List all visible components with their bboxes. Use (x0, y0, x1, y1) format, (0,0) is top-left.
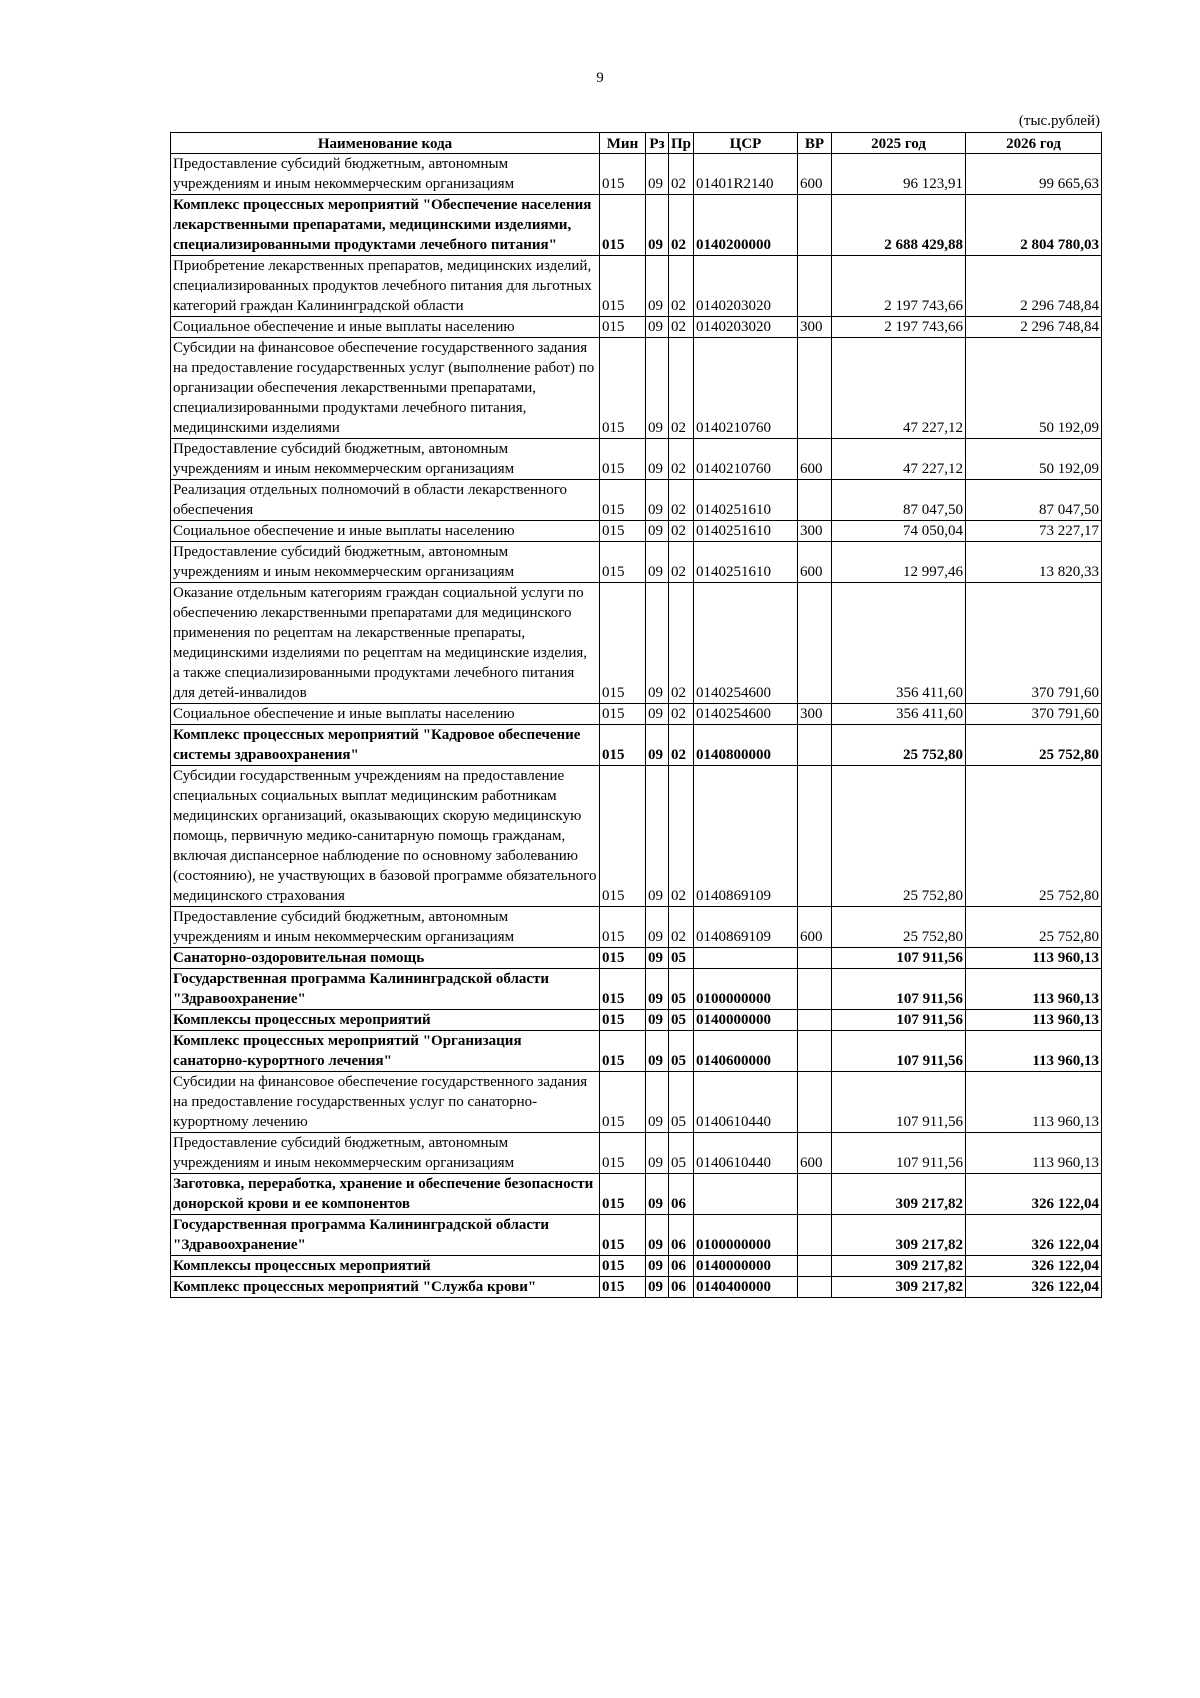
cell-vr (798, 338, 832, 439)
table-row (171, 154, 1102, 195)
cell-pr: 05 (669, 1031, 694, 1072)
cell-csr: 0140251610 (694, 480, 798, 521)
cell-rz: 09 (646, 1174, 669, 1215)
cell-name: Социальное обеспечение и иные выплаты населению (171, 704, 600, 725)
cell-csr (694, 1174, 798, 1215)
cell-name: Комплексы процессных мероприятий (171, 1256, 600, 1277)
cell-min: 015 (600, 704, 646, 725)
cell-rz: 09 (646, 256, 669, 317)
cell-2025: 309 217,82 (832, 1277, 966, 1298)
cell-min: 015 (600, 317, 646, 338)
cell-min: 015 (600, 521, 646, 542)
table-header-row (171, 133, 1102, 154)
cell-pr: 02 (669, 256, 694, 317)
cell-csr: 0140254600 (694, 704, 798, 725)
cell-pr: 02 (669, 583, 694, 704)
cell-2025: 107 911,56 (832, 1031, 966, 1072)
cell-2025: 2 688 429,88 (832, 195, 966, 256)
cell-vr (798, 256, 832, 317)
cell-rz: 09 (646, 583, 669, 704)
cell-rz: 09 (646, 704, 669, 725)
table-row (171, 195, 1102, 256)
cell-pr: 02 (669, 338, 694, 439)
cell-2025: 2 197 743,66 (832, 317, 966, 338)
table-body (171, 154, 1102, 1298)
cell-name: Социальное обеспечение и иные выплаты населению (171, 317, 600, 338)
cell-csr: 0140600000 (694, 1031, 798, 1072)
cell-2026: 113 960,13 (966, 1031, 1102, 1072)
cell-name: Предоставление субсидий бюджетным, автономным учреждениям и иным некоммерческим организациям (171, 439, 600, 480)
cell-2025: 74 050,04 (832, 521, 966, 542)
cell-vr: 600 (798, 1133, 832, 1174)
cell-name: Заготовка, переработка, хранение и обеспечение безопасности донорской крови и ее компонентов (171, 1174, 600, 1215)
cell-min: 015 (600, 1174, 646, 1215)
table-row (171, 256, 1102, 317)
cell-pr: 05 (669, 1072, 694, 1133)
cell-name: Комплекс процессных мероприятий "Организация санаторно-курортного лечения" (171, 1031, 600, 1072)
cell-pr: 02 (669, 195, 694, 256)
cell-2026: 73 227,17 (966, 521, 1102, 542)
cell-csr: 0140210760 (694, 338, 798, 439)
cell-pr: 06 (669, 1174, 694, 1215)
cell-pr: 02 (669, 542, 694, 583)
cell-2026: 50 192,09 (966, 439, 1102, 480)
cell-name: Комплексы процессных мероприятий (171, 1010, 600, 1031)
cell-2026: 25 752,80 (966, 766, 1102, 907)
table-row (171, 725, 1102, 766)
cell-vr: 600 (798, 439, 832, 480)
cell-min: 015 (600, 480, 646, 521)
cell-name: Субсидии государственным учреждениям на предоставление специальных социальных выплат медицинским работникам медицинских организаций, оказывающих скорую медицинскую помощь, первичную медико-санитарную помощь гражданам, включая диспансерное наблюдение по основному заболеванию (состоянию), не участвующих в базовой программе обязательного медицинского страхования (171, 766, 600, 907)
cell-2026: 2 804 780,03 (966, 195, 1102, 256)
table-row (171, 907, 1102, 948)
cell-2026: 326 122,04 (966, 1256, 1102, 1277)
header-2026: 2026 год (966, 133, 1102, 154)
cell-name: Реализация отдельных полномочий в области лекарственного обеспечения (171, 480, 600, 521)
cell-2025: 356 411,60 (832, 583, 966, 704)
cell-pr: 02 (669, 439, 694, 480)
cell-pr: 02 (669, 521, 694, 542)
cell-pr: 02 (669, 480, 694, 521)
cell-csr: 0100000000 (694, 1215, 798, 1256)
cell-rz: 09 (646, 1010, 669, 1031)
cell-min: 015 (600, 439, 646, 480)
cell-pr: 02 (669, 154, 694, 195)
cell-vr: 300 (798, 317, 832, 338)
cell-2025: 107 911,56 (832, 1010, 966, 1031)
cell-2026: 113 960,13 (966, 948, 1102, 969)
cell-vr (798, 1010, 832, 1031)
cell-rz: 09 (646, 439, 669, 480)
cell-min: 015 (600, 195, 646, 256)
cell-name: Государственная программа Калининградской области "Здравоохранение" (171, 969, 600, 1010)
cell-rz: 09 (646, 1256, 669, 1277)
cell-vr (798, 1072, 832, 1133)
cell-rz: 09 (646, 1031, 669, 1072)
cell-2026: 2 296 748,84 (966, 256, 1102, 317)
cell-2025: 25 752,80 (832, 725, 966, 766)
cell-csr: 0140200000 (694, 195, 798, 256)
table-row (171, 480, 1102, 521)
cell-name: Субсидии на финансовое обеспечение государственного задания на предоставление государственных услуг (выполнение работ) по организации обеспечения лекарственными препаратами, специализированными продуктами лечебного питания, медицинскими изделиями (171, 338, 600, 439)
table-row (171, 704, 1102, 725)
cell-2026: 370 791,60 (966, 704, 1102, 725)
cell-2025: 309 217,82 (832, 1256, 966, 1277)
cell-vr (798, 725, 832, 766)
units-label: (тыс.рублей) (1018, 113, 1100, 129)
cell-pr: 05 (669, 1133, 694, 1174)
cell-vr: 300 (798, 704, 832, 725)
table-row (171, 521, 1102, 542)
cell-rz: 09 (646, 948, 669, 969)
cell-csr: 0140610440 (694, 1133, 798, 1174)
cell-2026: 25 752,80 (966, 907, 1102, 948)
cell-csr: 0140869109 (694, 766, 798, 907)
cell-csr: 0140400000 (694, 1277, 798, 1298)
table-row (171, 542, 1102, 583)
cell-rz: 09 (646, 969, 669, 1010)
cell-name: Предоставление субсидий бюджетным, автономным учреждениям и иным некоммерческим организациям (171, 907, 600, 948)
cell-csr: 0140251610 (694, 542, 798, 583)
cell-csr: 0140210760 (694, 439, 798, 480)
cell-csr: 0140203020 (694, 317, 798, 338)
cell-rz: 09 (646, 542, 669, 583)
table-row (171, 439, 1102, 480)
cell-2026: 50 192,09 (966, 338, 1102, 439)
cell-name: Комплекс процессных мероприятий "Обеспечение населения лекарственными препаратами, медицинскими изделиями, специализированными продуктами лечебного питания" (171, 195, 600, 256)
cell-pr: 05 (669, 948, 694, 969)
cell-min: 015 (600, 1277, 646, 1298)
cell-min: 015 (600, 1133, 646, 1174)
header-csr: ЦСР (694, 133, 798, 154)
cell-vr (798, 1215, 832, 1256)
cell-csr: 0140000000 (694, 1256, 798, 1277)
cell-vr (798, 195, 832, 256)
cell-2026: 326 122,04 (966, 1174, 1102, 1215)
cell-2026: 113 960,13 (966, 1072, 1102, 1133)
cell-csr: 0100000000 (694, 969, 798, 1010)
cell-min: 015 (600, 1031, 646, 1072)
cell-2025: 25 752,80 (832, 766, 966, 907)
cell-pr: 02 (669, 317, 694, 338)
cell-csr: 0140251610 (694, 521, 798, 542)
table-row (171, 583, 1102, 704)
table-row (171, 1277, 1102, 1298)
cell-vr: 600 (798, 907, 832, 948)
cell-vr: 600 (798, 154, 832, 195)
table-row (171, 1174, 1102, 1215)
cell-vr: 600 (798, 542, 832, 583)
cell-vr (798, 480, 832, 521)
table-row (171, 1215, 1102, 1256)
cell-2025: 107 911,56 (832, 1133, 966, 1174)
cell-csr: 01401R2140 (694, 154, 798, 195)
cell-min: 015 (600, 969, 646, 1010)
cell-name: Социальное обеспечение и иные выплаты населению (171, 521, 600, 542)
cell-rz: 09 (646, 1277, 669, 1298)
cell-min: 015 (600, 948, 646, 969)
cell-2025: 96 123,91 (832, 154, 966, 195)
cell-rz: 09 (646, 1072, 669, 1133)
cell-pr: 06 (669, 1215, 694, 1256)
cell-pr: 02 (669, 766, 694, 907)
cell-2025: 25 752,80 (832, 907, 966, 948)
page-number: 9 (596, 70, 604, 86)
cell-2025: 309 217,82 (832, 1215, 966, 1256)
cell-min: 015 (600, 1215, 646, 1256)
cell-rz: 09 (646, 766, 669, 907)
table-row (171, 317, 1102, 338)
cell-rz: 09 (646, 154, 669, 195)
cell-name: Санаторно-оздоровительная помощь (171, 948, 600, 969)
cell-2025: 107 911,56 (832, 948, 966, 969)
cell-vr (798, 1174, 832, 1215)
cell-min: 015 (600, 907, 646, 948)
cell-min: 015 (600, 1010, 646, 1031)
header-vr: ВР (798, 133, 832, 154)
cell-csr: 0140254600 (694, 583, 798, 704)
cell-2025: 356 411,60 (832, 704, 966, 725)
table-row (171, 338, 1102, 439)
cell-2026: 13 820,33 (966, 542, 1102, 583)
cell-csr: 0140800000 (694, 725, 798, 766)
cell-pr: 02 (669, 704, 694, 725)
cell-name: Государственная программа Калининградской области "Здравоохранение" (171, 1215, 600, 1256)
cell-min: 015 (600, 766, 646, 907)
cell-pr: 06 (669, 1256, 694, 1277)
cell-vr (798, 969, 832, 1010)
cell-min: 015 (600, 1072, 646, 1133)
cell-rz: 09 (646, 317, 669, 338)
cell-name: Субсидии на финансовое обеспечение государственного задания на предоставление государственных услуг по санаторно-курортному лечению (171, 1072, 600, 1133)
cell-2026: 326 122,04 (966, 1277, 1102, 1298)
cell-2026: 326 122,04 (966, 1215, 1102, 1256)
cell-pr: 02 (669, 907, 694, 948)
header-2025: 2025 год (832, 133, 966, 154)
cell-csr: 0140610440 (694, 1072, 798, 1133)
cell-2025: 107 911,56 (832, 969, 966, 1010)
table-row (171, 1072, 1102, 1133)
header-rz: Рз (646, 133, 669, 154)
cell-vr (798, 1031, 832, 1072)
cell-rz: 09 (646, 1215, 669, 1256)
cell-2026: 113 960,13 (966, 1133, 1102, 1174)
cell-min: 015 (600, 256, 646, 317)
cell-min: 015 (600, 725, 646, 766)
cell-2025: 2 197 743,66 (832, 256, 966, 317)
cell-2026: 99 665,63 (966, 154, 1102, 195)
cell-2026: 2 296 748,84 (966, 317, 1102, 338)
cell-vr (798, 1277, 832, 1298)
cell-csr (694, 948, 798, 969)
cell-name: Приобретение лекарственных препаратов, медицинских изделий, специализированных продуктов лечебного питания для льготных категорий граждан Калининградской области (171, 256, 600, 317)
table-row (171, 1031, 1102, 1072)
cell-vr (798, 583, 832, 704)
table-row (171, 766, 1102, 907)
cell-pr: 05 (669, 1010, 694, 1031)
cell-csr: 0140869109 (694, 907, 798, 948)
table-row (171, 1133, 1102, 1174)
cell-2025: 87 047,50 (832, 480, 966, 521)
cell-2025: 12 997,46 (832, 542, 966, 583)
cell-rz: 09 (646, 480, 669, 521)
cell-csr: 0140203020 (694, 256, 798, 317)
cell-rz: 09 (646, 725, 669, 766)
cell-csr: 0140000000 (694, 1010, 798, 1031)
cell-pr: 02 (669, 725, 694, 766)
cell-name: Комплекс процессных мероприятий "Служба крови" (171, 1277, 600, 1298)
cell-2025: 47 227,12 (832, 338, 966, 439)
cell-min: 015 (600, 1256, 646, 1277)
cell-name: Комплекс процессных мероприятий "Кадровое обеспечение системы здравоохранения" (171, 725, 600, 766)
cell-min: 015 (600, 154, 646, 195)
cell-vr (798, 948, 832, 969)
cell-pr: 06 (669, 1277, 694, 1298)
cell-vr: 300 (798, 521, 832, 542)
cell-pr: 05 (669, 969, 694, 1010)
cell-rz: 09 (646, 1133, 669, 1174)
header-name: Наименование кода (171, 133, 600, 154)
cell-2026: 87 047,50 (966, 480, 1102, 521)
table-row (171, 1010, 1102, 1031)
cell-min: 015 (600, 542, 646, 583)
cell-vr (798, 1256, 832, 1277)
cell-2025: 309 217,82 (832, 1174, 966, 1215)
cell-2026: 25 752,80 (966, 725, 1102, 766)
cell-name: Предоставление субсидий бюджетным, автономным учреждениям и иным некоммерческим организациям (171, 1133, 600, 1174)
cell-2026: 113 960,13 (966, 969, 1102, 1010)
table-row (171, 1256, 1102, 1277)
cell-2025: 47 227,12 (832, 439, 966, 480)
table-row (171, 948, 1102, 969)
cell-rz: 09 (646, 195, 669, 256)
cell-name: Предоставление субсидий бюджетным, автономным учреждениям и иным некоммерческим организациям (171, 154, 600, 195)
cell-rz: 09 (646, 521, 669, 542)
cell-rz: 09 (646, 338, 669, 439)
cell-rz: 09 (646, 907, 669, 948)
cell-2025: 107 911,56 (832, 1072, 966, 1133)
header-min: Мин (600, 133, 646, 154)
cell-min: 015 (600, 583, 646, 704)
budget-table (170, 132, 1102, 1298)
cell-2026: 370 791,60 (966, 583, 1102, 704)
cell-name: Предоставление субсидий бюджетным, автономным учреждениям и иным некоммерческим организациям (171, 542, 600, 583)
cell-2026: 113 960,13 (966, 1010, 1102, 1031)
header-pr: Пр (669, 133, 694, 154)
table-row (171, 969, 1102, 1010)
cell-vr (798, 766, 832, 907)
cell-name: Оказание отдельным категориям граждан социальной услуги по обеспечению лекарственными препаратами для медицинского применения по рецептам на лекарственные препараты, медицинскими изделиями по рецептам на медицинские изделия, а также специализированными продуктами лечебного питания для детей-инвалидов (171, 583, 600, 704)
cell-min: 015 (600, 338, 646, 439)
